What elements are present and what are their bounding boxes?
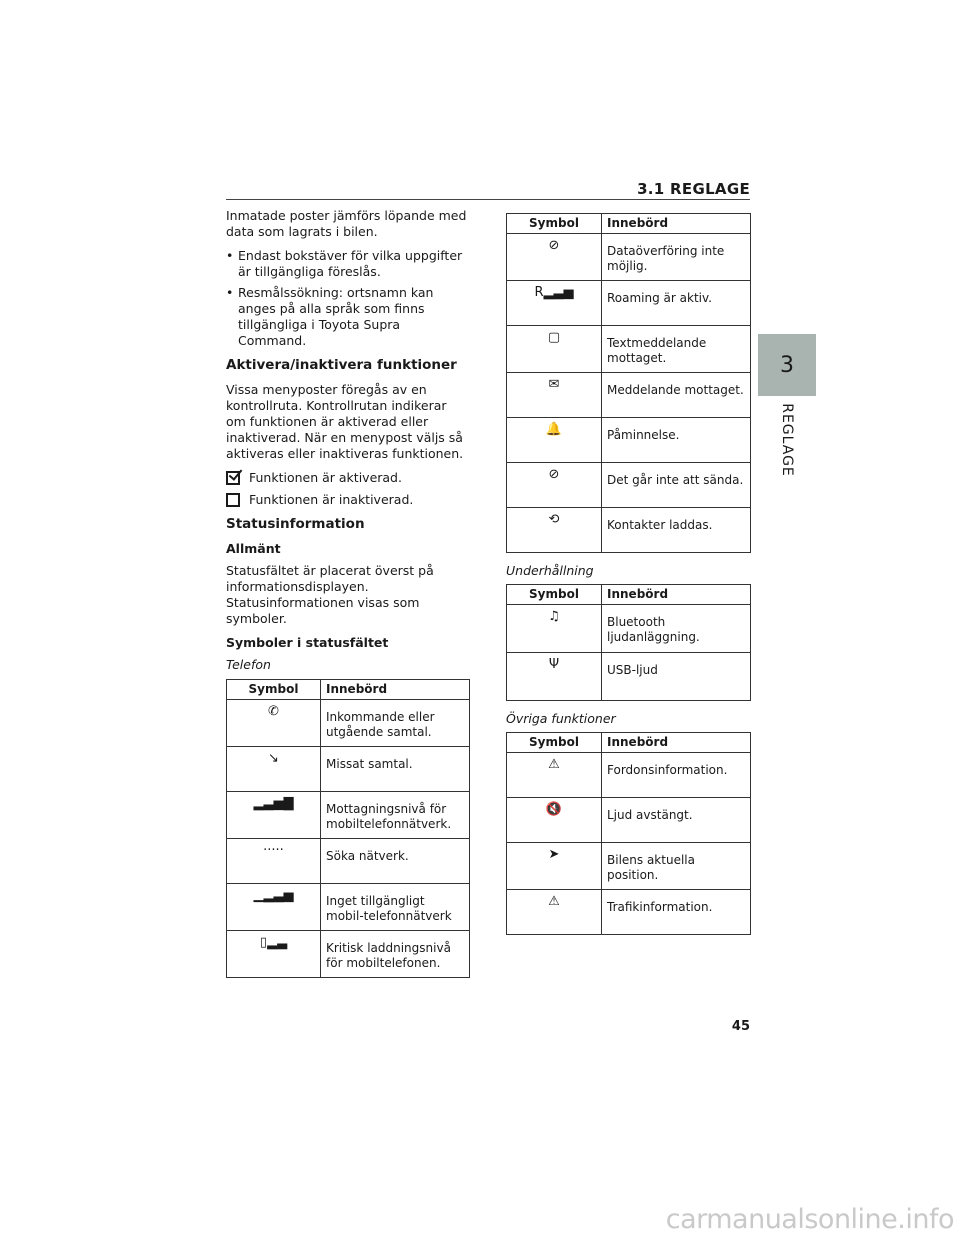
position-arrow-icon: ➤	[507, 843, 602, 890]
no-data-transfer-icon: ⊘	[507, 234, 602, 281]
activate-paragraph: Vissa menyposter föregås av en kontrollruta. Kontrollrutan indikerar om funktionen är aktiverad eller inaktiverad. När en menypost väljs så aktiveras eller inaktiveras funktionen.	[226, 382, 464, 461]
table-row	[507, 373, 751, 418]
symbol-meaning: Inget tillgängligt mobil-telefonnätverk	[321, 884, 470, 931]
symbol-meaning: USB-ljud	[602, 653, 751, 701]
right-column	[506, 213, 751, 935]
symbol-meaning: Missat samtal.	[321, 747, 470, 792]
table-row	[507, 843, 751, 890]
column-header-symbol: Symbol	[507, 585, 602, 605]
table-row	[227, 931, 470, 978]
table-row	[507, 463, 751, 508]
bluetooth-audio-icon: ♫	[507, 605, 602, 653]
general-paragraph: Statusfältet är placerat överst på informationsdisplayen. Statusinformationen visas som symboler.	[226, 563, 434, 626]
intro-paragraph: Inmatade poster jämförs löpande med data som lagrats i bilen.	[226, 208, 467, 239]
table-row	[507, 798, 751, 843]
chapter-tab	[758, 334, 816, 396]
checkbox-active-row	[226, 470, 470, 486]
chapter-side-label: REGLAGE	[779, 403, 795, 477]
phone-symbol-table	[226, 679, 470, 978]
symbol-meaning: Roaming är aktiv.	[602, 281, 751, 326]
bullet-item: • Resmålssökning: ortsnamn kan anges på alla språk som finns tillgängliga i Toyota Supra Command.	[226, 285, 470, 349]
symbol-meaning: Bluetooth ljudanläggning.	[602, 605, 751, 653]
table-header-row	[507, 585, 751, 605]
column-header-meaning: Innebörd	[602, 585, 751, 605]
running-header: 3.1 REGLAGE	[637, 180, 750, 198]
table-row	[507, 326, 751, 373]
table-row	[507, 234, 751, 281]
table-row	[507, 418, 751, 463]
header-rule	[226, 199, 750, 200]
unchecked-box-icon	[226, 493, 240, 507]
checkbox-active-label: Funktionen är aktiverad.	[249, 470, 402, 485]
watermark: carmanualsonline.info	[665, 1204, 954, 1235]
symbol-meaning: Inkommande eller utgående samtal.	[321, 700, 470, 747]
bullet-item: • Endast bokstäver för vilka uppgifter är tillgängliga föreslås.	[226, 248, 470, 280]
symbol-meaning: Fordonsinformation.	[602, 753, 751, 798]
roaming-icon: R▂▃▅	[507, 281, 602, 326]
table-row	[507, 508, 751, 553]
usb-icon: Ψ	[507, 653, 602, 701]
symbol-meaning: Kritisk laddningsnivå för mobiltelefonen.	[321, 931, 470, 978]
bullet-list	[226, 248, 470, 349]
symbol-meaning: Söka nätverk.	[321, 839, 470, 884]
symbol-meaning: Meddelande mottaget.	[602, 373, 751, 418]
checked-box-icon	[226, 471, 240, 485]
table-row	[227, 747, 470, 792]
signal-strength-icon: ▂▃▅▇	[227, 792, 321, 839]
symbol-meaning: Dataöverföring inte möjlig.	[602, 234, 751, 281]
column-header-meaning: Innebörd	[321, 680, 470, 700]
heading-status: Statusinformation	[226, 516, 365, 532]
table-row	[507, 653, 751, 701]
bell-icon: 🔔	[507, 418, 602, 463]
sound-muted-icon: 🔇	[507, 798, 602, 843]
heading-symbols: Symboler i statusfältet	[226, 635, 389, 650]
status-symbol-table	[506, 213, 751, 553]
table-row	[507, 281, 751, 326]
symbol-meaning: Det går inte att sända.	[602, 463, 751, 508]
contacts-icon: ⟲	[507, 508, 602, 553]
other-symbol-table	[506, 732, 751, 935]
envelope-icon: ✉	[507, 373, 602, 418]
missed-call-icon: ↘	[227, 747, 321, 792]
table-row	[227, 792, 470, 839]
caption-entertainment: Underhållning	[506, 563, 594, 578]
symbol-meaning: Textmeddelande mottaget.	[602, 326, 751, 373]
table-row	[507, 753, 751, 798]
left-column	[226, 208, 470, 978]
cannot-send-icon: ⊘	[507, 463, 602, 508]
symbol-meaning: Trafikinformation.	[602, 890, 751, 935]
column-header-symbol: Symbol	[227, 680, 321, 700]
heading-activate: Aktivera/inaktivera funktioner	[226, 357, 457, 373]
column-header-symbol: Symbol	[507, 214, 602, 234]
text-message-icon: ▢	[507, 326, 602, 373]
table-row	[227, 700, 470, 747]
entertainment-symbol-table	[506, 584, 751, 701]
symbol-meaning: Ljud avstängt.	[602, 798, 751, 843]
symbol-meaning: Kontakter laddas.	[602, 508, 751, 553]
page-number: 45	[731, 1019, 750, 1034]
table-header-row	[507, 733, 751, 753]
low-battery-icon: ▯▂▃	[227, 931, 321, 978]
checkbox-inactive-row	[226, 492, 470, 508]
no-network-icon: ▁▂▃▅	[227, 884, 321, 931]
heading-general: Allmänt	[226, 541, 281, 556]
column-header-symbol: Symbol	[507, 733, 602, 753]
table-header-row	[507, 214, 751, 234]
table-header-row	[227, 680, 470, 700]
warning-triangle-icon: ⚠	[507, 753, 602, 798]
symbol-meaning: Påminnelse.	[602, 418, 751, 463]
symbol-meaning: Bilens aktuella position.	[602, 843, 751, 890]
table-row	[507, 890, 751, 935]
table-row	[227, 884, 470, 931]
table-row	[507, 605, 751, 653]
caption-phone: Telefon	[226, 657, 271, 672]
column-header-meaning: Innebörd	[602, 733, 751, 753]
network-search-icon: ·····	[227, 839, 321, 884]
traffic-info-icon: ⚠	[507, 890, 602, 935]
column-header-meaning: Innebörd	[602, 214, 751, 234]
chapter-number: 3	[780, 352, 794, 378]
checkbox-inactive-label: Funktionen är inaktiverad.	[249, 492, 414, 507]
symbol-meaning: Mottagningsnivå för mobiltelefonnätverk.	[321, 792, 470, 839]
table-row	[227, 839, 470, 884]
phone-icon: ✆	[227, 700, 321, 747]
caption-other: Övriga funktioner	[506, 711, 616, 726]
